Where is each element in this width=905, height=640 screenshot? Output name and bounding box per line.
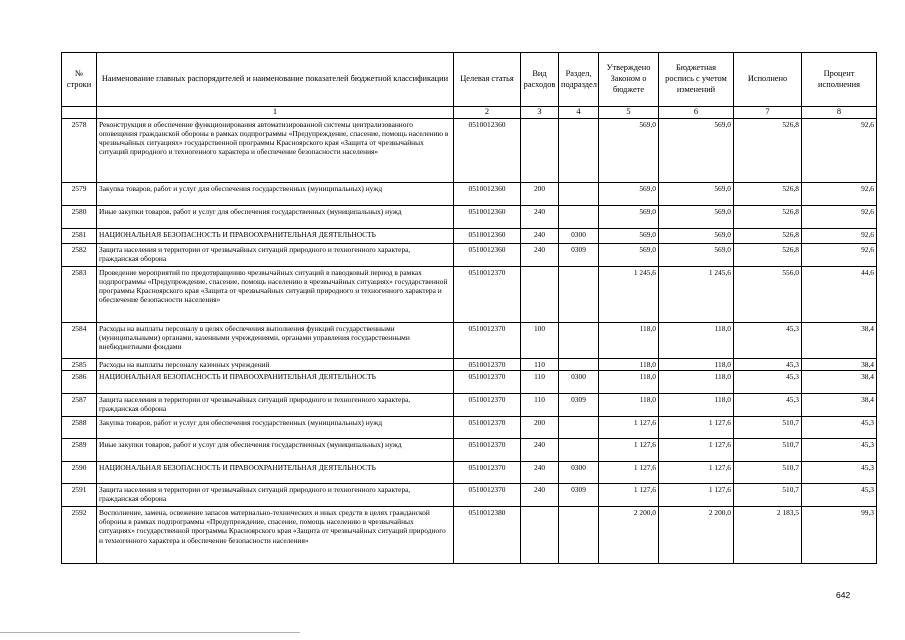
column-number-row [62, 107, 877, 119]
row-target-article: 0510012360 [454, 228, 521, 243]
row-number: 2579 [62, 182, 97, 205]
table-row [62, 358, 877, 370]
row-target-article: 0510012370 [454, 438, 521, 461]
row-number: 2582 [62, 243, 97, 266]
row-approved: 2 200,0 [599, 506, 659, 563]
table-row [62, 118, 877, 182]
row-expense-type [521, 266, 559, 322]
row-approved: 1 127,6 [599, 438, 659, 461]
row-expense-type: 100 [521, 322, 559, 358]
row-approved: 1 127,6 [599, 483, 659, 506]
column-number [62, 107, 97, 119]
header-approved: Утверждено Законом о бюджете [599, 53, 659, 107]
row-name: Закупка товаров, работ и услуг для обеспечения государственных (муниципальных) нужд [97, 416, 454, 438]
row-executed: 526,8 [734, 118, 802, 182]
row-expense-type: 200 [521, 416, 559, 438]
row-percent: 45,3 [802, 483, 877, 506]
row-approved: 1 245,6 [599, 266, 659, 322]
row-section: 0309 [559, 243, 599, 266]
row-target-article: 0510012370 [454, 483, 521, 506]
row-executed: 510,7 [734, 438, 802, 461]
row-name: Защита населения и территории от чрезвычайных ситуаций природного и техногенного характера, гражданская оборона [97, 243, 454, 266]
row-executed: 2 183,5 [734, 506, 802, 563]
row-budget-listing: 569,0 [659, 228, 734, 243]
row-executed: 45,3 [734, 370, 802, 393]
row-name: Расходы на выплаты персоналу казенных учреждений [97, 358, 454, 370]
row-target-article: 0510012370 [454, 461, 521, 483]
row-number: 2589 [62, 438, 97, 461]
row-section [559, 506, 599, 563]
budget-execution-table [61, 52, 877, 564]
row-target-article: 0510012360 [454, 118, 521, 182]
header-expense-type: Вид расходов [521, 53, 559, 107]
row-expense-type: 240 [521, 243, 559, 266]
row-executed: 45,3 [734, 358, 802, 370]
table-header-row [62, 53, 877, 107]
header-target-article: Целевая статья [454, 53, 521, 107]
row-name: НАЦИОНАЛЬНАЯ БЕЗОПАСНОСТЬ И ПРАВООХРАНИТЕЛЬНАЯ ДЕЯТЕЛЬНОСТЬ [97, 370, 454, 393]
header-budget-listing: Бюджетная роспись с учетом изменений [659, 53, 734, 107]
header-executed: Исполнено [734, 53, 802, 107]
header-percent: Процент исполнения [802, 53, 877, 107]
table-row [62, 506, 877, 563]
row-budget-listing: 569,0 [659, 182, 734, 205]
row-percent: 92,6 [802, 118, 877, 182]
row-executed: 526,8 [734, 182, 802, 205]
row-section: 0309 [559, 483, 599, 506]
row-name: Защита населения и территории от чрезвычайных ситуаций природного и техногенного характера, гражданская оборона [97, 483, 454, 506]
row-name: Защита населения и территории от чрезвычайных ситуаций природного и техногенного характера, гражданская оборона [97, 393, 454, 416]
row-target-article: 0510012360 [454, 182, 521, 205]
column-number: 8 [802, 107, 877, 119]
column-number: 2 [454, 107, 521, 119]
row-budget-listing: 2 200,0 [659, 506, 734, 563]
table-row [62, 438, 877, 461]
row-section: 0300 [559, 461, 599, 483]
column-number: 1 [97, 107, 454, 119]
row-number: 2586 [62, 370, 97, 393]
row-percent: 92,6 [802, 228, 877, 243]
row-expense-type: 240 [521, 438, 559, 461]
row-executed: 45,3 [734, 322, 802, 358]
row-number: 2581 [62, 228, 97, 243]
row-section [559, 266, 599, 322]
row-percent: 99,3 [802, 506, 877, 563]
row-number: 2578 [62, 118, 97, 182]
row-budget-listing: 569,0 [659, 118, 734, 182]
row-target-article: 0510012370 [454, 266, 521, 322]
row-budget-listing: 1 127,6 [659, 438, 734, 461]
row-name: Расходы на выплаты персоналу в целях обеспечения выполнения функций государственными (муниципальными) органами, казенными учреждениями, органами управления государственными внебюджетными фондами [97, 322, 454, 358]
row-name: Иные закупки товаров, работ и услуг для обеспечения государственных (муниципальных) нужд [97, 438, 454, 461]
row-number: 2580 [62, 205, 97, 228]
row-section [559, 205, 599, 228]
table-row [62, 182, 877, 205]
row-percent: 92,6 [802, 205, 877, 228]
row-name: Восполнение, замена, освежение запасов материально-технических и иных средств в целях гражданской обороны в рамках подпрограммы «Предупреждение, спасение, помощь населению в чрезвычайных ситуациях» государственной программы Красноярского края «Защита от чрезвычайных ситуаций природного и техногенного характера и обеспечение безопасности населения» [97, 506, 454, 563]
row-target-article: 0510012370 [454, 393, 521, 416]
table-row [62, 243, 877, 266]
row-expense-type: 110 [521, 393, 559, 416]
column-number: 4 [559, 107, 599, 119]
row-number: 2588 [62, 416, 97, 438]
row-budget-listing: 118,0 [659, 393, 734, 416]
header-row-number: № строки [62, 53, 97, 107]
row-percent: 38,4 [802, 358, 877, 370]
row-executed: 510,7 [734, 461, 802, 483]
row-target-article: 0510012380 [454, 506, 521, 563]
row-expense-type: 240 [521, 461, 559, 483]
row-percent: 45,3 [802, 461, 877, 483]
row-expense-type: 200 [521, 182, 559, 205]
row-executed: 556,0 [734, 266, 802, 322]
row-approved: 118,0 [599, 358, 659, 370]
row-executed: 526,8 [734, 243, 802, 266]
row-percent: 38,4 [802, 393, 877, 416]
row-number: 2585 [62, 358, 97, 370]
row-executed: 510,7 [734, 416, 802, 438]
row-section [559, 322, 599, 358]
row-section: 0300 [559, 370, 599, 393]
row-expense-type [521, 506, 559, 563]
table-row [62, 370, 877, 393]
row-target-article: 0510012370 [454, 358, 521, 370]
table-row [62, 416, 877, 438]
table-row [62, 461, 877, 483]
row-expense-type: 240 [521, 228, 559, 243]
row-section [559, 182, 599, 205]
row-budget-listing: 118,0 [659, 322, 734, 358]
row-name: Иные закупки товаров, работ и услуг для обеспечения государственных (муниципальных) нужд [97, 205, 454, 228]
row-budget-listing: 569,0 [659, 205, 734, 228]
row-expense-type [521, 118, 559, 182]
row-target-article: 0510012370 [454, 416, 521, 438]
row-percent: 45,3 [802, 438, 877, 461]
row-budget-listing: 1 245,6 [659, 266, 734, 322]
table-row [62, 322, 877, 358]
row-executed: 526,8 [734, 205, 802, 228]
table-row [62, 228, 877, 243]
header-section: Раздел, подраздел [559, 53, 599, 107]
row-number: 2583 [62, 266, 97, 322]
row-approved: 118,0 [599, 370, 659, 393]
row-percent: 38,4 [802, 370, 877, 393]
row-approved: 569,0 [599, 182, 659, 205]
row-target-article: 0510012370 [454, 370, 521, 393]
row-percent: 45,3 [802, 416, 877, 438]
row-name: Проведение мероприятий по предотвращению чрезвычайных ситуаций в паводковый период в рамках подпрограммы «Предупреждение, спасение, помощь населению в чрезвычайных ситуациях» государственной программы Красноярского края «Защита от чрезвычайных ситуаций природного и техногенного характера и обеспечение безопасности населения» [97, 266, 454, 322]
row-percent: 92,6 [802, 243, 877, 266]
row-approved: 569,0 [599, 118, 659, 182]
page-number: 642 [836, 590, 851, 600]
column-number: 6 [659, 107, 734, 119]
row-number: 2590 [62, 461, 97, 483]
row-name: НАЦИОНАЛЬНАЯ БЕЗОПАСНОСТЬ И ПРАВООХРАНИТЕЛЬНАЯ ДЕЯТЕЛЬНОСТЬ [97, 461, 454, 483]
row-executed: 510,7 [734, 483, 802, 506]
row-target-article: 0510012360 [454, 243, 521, 266]
row-percent: 38,4 [802, 322, 877, 358]
row-name: НАЦИОНАЛЬНАЯ БЕЗОПАСНОСТЬ И ПРАВООХРАНИТЕЛЬНАЯ ДЕЯТЕЛЬНОСТЬ [97, 228, 454, 243]
table-row [62, 266, 877, 322]
row-number: 2591 [62, 483, 97, 506]
row-approved: 569,0 [599, 205, 659, 228]
table-row [62, 393, 877, 416]
row-budget-listing: 1 127,6 [659, 461, 734, 483]
row-approved: 118,0 [599, 322, 659, 358]
row-target-article: 0510012360 [454, 205, 521, 228]
row-approved: 118,0 [599, 393, 659, 416]
row-budget-listing: 1 127,6 [659, 416, 734, 438]
table-row [62, 483, 877, 506]
table-row [62, 205, 877, 228]
row-name: Реконструкция и обеспечение функционирования автоматизированной системы централизованного оповещения гражданской обороны в рамках подпрограммы «Предупреждение, спасение, помощь населению в чрезвычайных ситуациях» государственной программы Красноярского края «Защита от чрезвычайных ситуаций природного и техногенного характера и обеспечение безопасности населения» [97, 118, 454, 182]
row-section: 0300 [559, 228, 599, 243]
row-target-article: 0510012370 [454, 322, 521, 358]
row-approved: 1 127,6 [599, 416, 659, 438]
row-expense-type: 240 [521, 483, 559, 506]
row-approved: 569,0 [599, 228, 659, 243]
row-percent: 44,6 [802, 266, 877, 322]
row-section [559, 358, 599, 370]
bottom-scan-line [0, 632, 300, 633]
column-number: 5 [599, 107, 659, 119]
row-number: 2587 [62, 393, 97, 416]
row-number: 2584 [62, 322, 97, 358]
header-name: Наименование главных распорядителей и наименование показателей бюджетной классификации [97, 53, 454, 107]
row-budget-listing: 569,0 [659, 243, 734, 266]
row-expense-type: 110 [521, 370, 559, 393]
row-section [559, 416, 599, 438]
row-executed: 526,8 [734, 228, 802, 243]
row-section [559, 118, 599, 182]
row-approved: 569,0 [599, 243, 659, 266]
column-number: 7 [734, 107, 802, 119]
row-budget-listing: 118,0 [659, 370, 734, 393]
row-number: 2592 [62, 506, 97, 563]
row-percent: 92,6 [802, 182, 877, 205]
row-section: 0309 [559, 393, 599, 416]
row-budget-listing: 118,0 [659, 358, 734, 370]
row-name: Закупка товаров, работ и услуг для обеспечения государственных (муниципальных) нужд [97, 182, 454, 205]
row-section [559, 438, 599, 461]
row-expense-type: 110 [521, 358, 559, 370]
row-approved: 1 127,6 [599, 461, 659, 483]
row-budget-listing: 1 127,6 [659, 483, 734, 506]
row-expense-type: 240 [521, 205, 559, 228]
column-number: 3 [521, 107, 559, 119]
row-executed: 45,3 [734, 393, 802, 416]
